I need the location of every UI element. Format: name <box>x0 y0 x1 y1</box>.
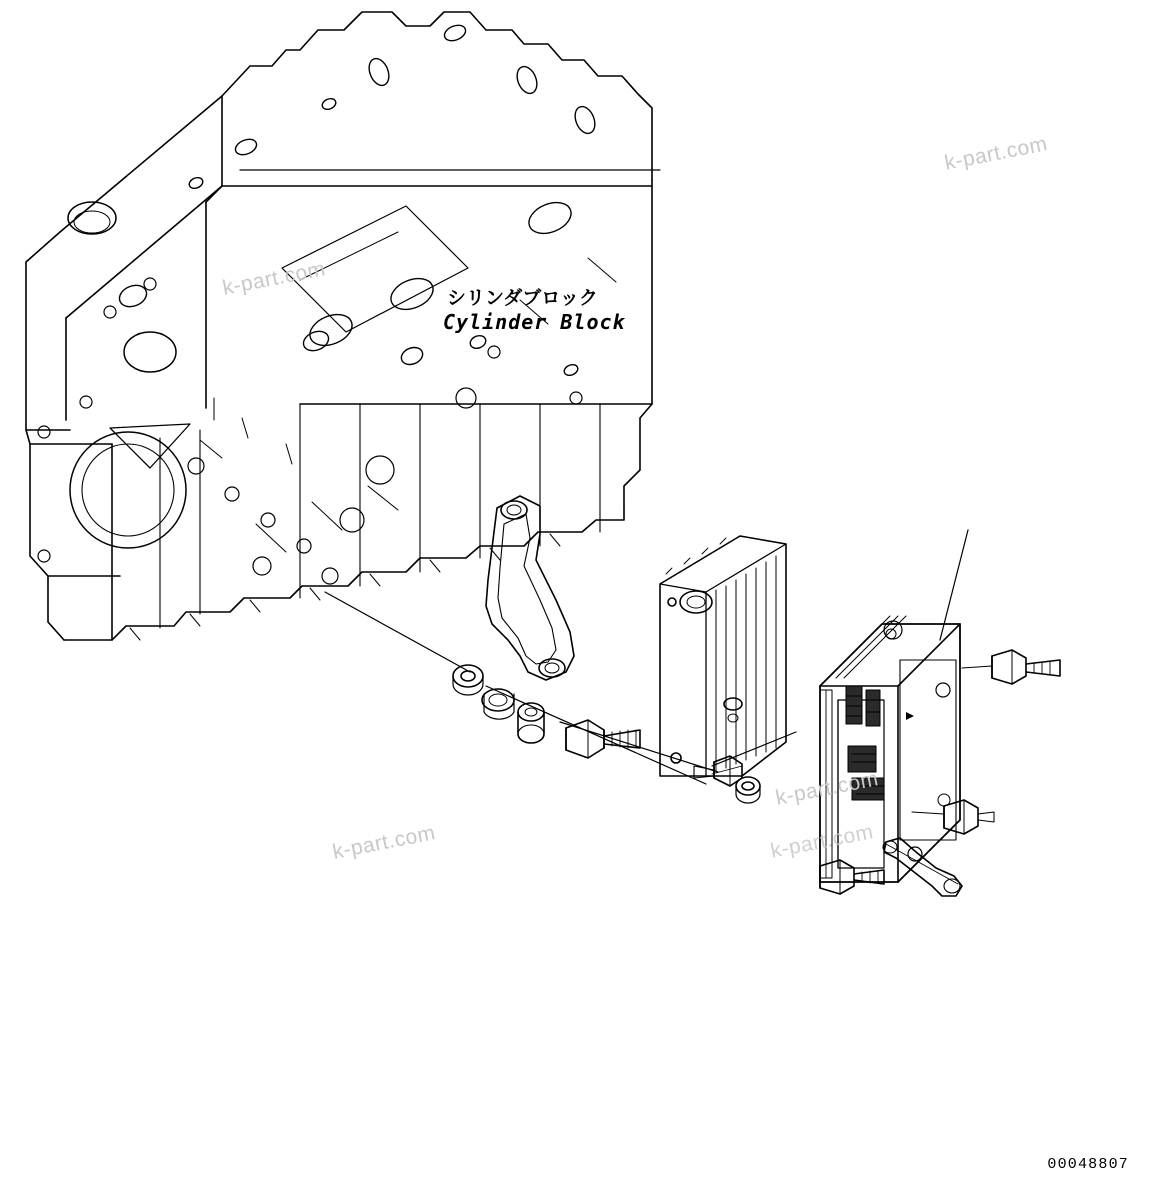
heat-shield-plate <box>660 536 786 776</box>
cylinder-block-label-en: Cylinder Block <box>443 310 626 334</box>
ground-strap <box>883 838 962 896</box>
bolt-5 <box>820 860 884 894</box>
bolt-4 <box>912 800 994 834</box>
cylinder-block-label-jp: シリンダブロック <box>447 287 598 309</box>
bolt-3 <box>962 650 1060 684</box>
spacer <box>518 703 544 743</box>
watermark: k-part.com <box>768 820 876 863</box>
watermark: k-part.com <box>220 257 328 300</box>
bolt-1 <box>566 720 640 758</box>
washer-2 <box>736 777 760 803</box>
washer <box>453 665 483 695</box>
watermark: k-part.com <box>942 132 1050 175</box>
watermark: k-part.com <box>773 767 881 810</box>
mounting-bracket <box>482 496 574 719</box>
part-number: 00048807 <box>1047 1156 1129 1173</box>
watermark: k-part.com <box>330 821 438 864</box>
